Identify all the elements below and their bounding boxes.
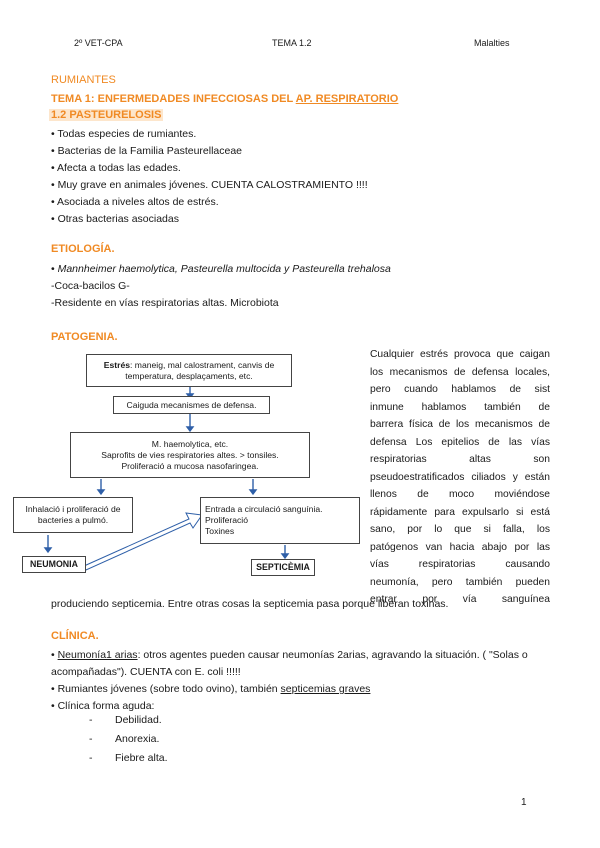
text-line: defensa Los epitelios de las vías xyxy=(370,436,550,448)
list-item: • Afecta a todas las edades. xyxy=(51,162,181,174)
etiologia-line: -Coca-bacilos G- xyxy=(51,280,130,292)
text-line: sano, por lo que si falla, los xyxy=(370,524,550,535)
etiologia-line: -Residente en vías respiratorias altas. Microbiota xyxy=(51,297,279,309)
text-line: respiratorias altas son xyxy=(370,454,550,465)
text-line: pseudoestratificados ciliados y están xyxy=(370,471,550,483)
header-topic: TEMA 1.2 xyxy=(272,38,312,48)
header-course: 2º VET-CPA xyxy=(74,38,123,48)
clinica-bullet-1-cont: acompañadas"). CUENTA con E. coli !!!!! xyxy=(51,666,241,678)
clinica-bullet-2: • Rumiantes jóvenes (sobre todo ovino), también septicemias graves xyxy=(51,683,371,695)
patogenia-continuation: produciendo septicemia. Entre otras cosas la septicemia pasa porque liberan toxinas. xyxy=(51,598,449,610)
list-item: - Fiebre alta. xyxy=(75,752,168,771)
stress-box: Estrés: maneig, mal calostrament, canvis de temperatura, desplaçaments, etc. xyxy=(86,354,292,387)
text-line: los mecanismos de defensa locales, xyxy=(370,366,550,378)
list-item: • Asociada a niveles altos de estrés. xyxy=(51,196,219,208)
text-line: Cualquier estrés provoca que caigan xyxy=(370,349,550,360)
defense-box: Caiguda mecanismes de defensa. xyxy=(113,396,270,414)
septicemia-box: SEPTICÈMIA xyxy=(251,559,315,576)
header-subject: Malalties xyxy=(474,38,510,48)
list-item: • Otras bacterias asociadas xyxy=(51,213,179,225)
etiologia-heading: ETIOLOGÍA. xyxy=(51,243,115,255)
page-number: 1 xyxy=(521,797,527,808)
patogenia-heading: PATOGENIA. xyxy=(51,331,118,343)
etiologia-species: • Mannheimer haemolytica, Pasteurella multocida y Pasteurella trehalosa xyxy=(51,263,391,275)
tema-link[interactable]: AP. RESPIRATORIO xyxy=(295,93,399,105)
clinica-bullet-1: • Neumonía1 arias: otros agentes pueden causar neumonías 2arias, agravando la situación. ( "Solas o xyxy=(51,649,528,661)
clinical-signs-list xyxy=(75,714,168,771)
text-line: inmune hablamos también de xyxy=(370,401,550,413)
list-item: • Todas especies de rumiantes. xyxy=(51,128,197,140)
clinica-bullet-3: • Clínica forma aguda: xyxy=(51,700,155,712)
list-item: - Anorexia. xyxy=(75,733,168,752)
text-line: llenos de moco moviéndose xyxy=(370,489,550,500)
list-item: • Muy grave en animales jóvenes. CUENTA CALOSTRAMIENTO !!!! xyxy=(51,179,368,191)
inhalation-box: Inhalació i proliferació de bacteries a pulmó. xyxy=(13,497,133,533)
text-line: vías respiratorias causando xyxy=(370,559,550,570)
list-item: - Debilidad. xyxy=(75,714,168,733)
text-line: rápidamente para expulsarlo si está xyxy=(370,506,550,518)
text-line: pero cuando hablamos de sist xyxy=(370,384,550,395)
text-line: barrera física de los mecanismos de xyxy=(370,419,550,430)
text-line: patógenos van hacia abajo por las xyxy=(370,541,550,553)
text-line: entrar por vía sanguínea xyxy=(370,594,550,605)
bacteria-box: M. haemolytica, etc. Saprofits de vies respiratories altes. > tonsiles. Proliferació a mucosa nasofaringea. xyxy=(70,432,310,478)
circulation-box: Entrada a circulació sanguínia. Proliferació Toxines xyxy=(200,497,360,544)
text-line: neumonía, pero también pueden xyxy=(370,576,550,588)
neumonia-box: NEUMONIA xyxy=(22,556,86,573)
clinica-heading: CLÍNICA. xyxy=(51,630,99,642)
patogenia-side-text xyxy=(370,346,550,609)
tema-prefix: TEMA 1: ENFERMEDADES INFECCIOSAS DEL xyxy=(51,93,296,105)
subsection-label: 1.2 PASTEURELOSIS xyxy=(51,109,162,121)
category-title: RUMIANTES xyxy=(51,74,116,86)
list-item: • Bacterias de la Familia Pasteurellaceae xyxy=(51,145,243,157)
